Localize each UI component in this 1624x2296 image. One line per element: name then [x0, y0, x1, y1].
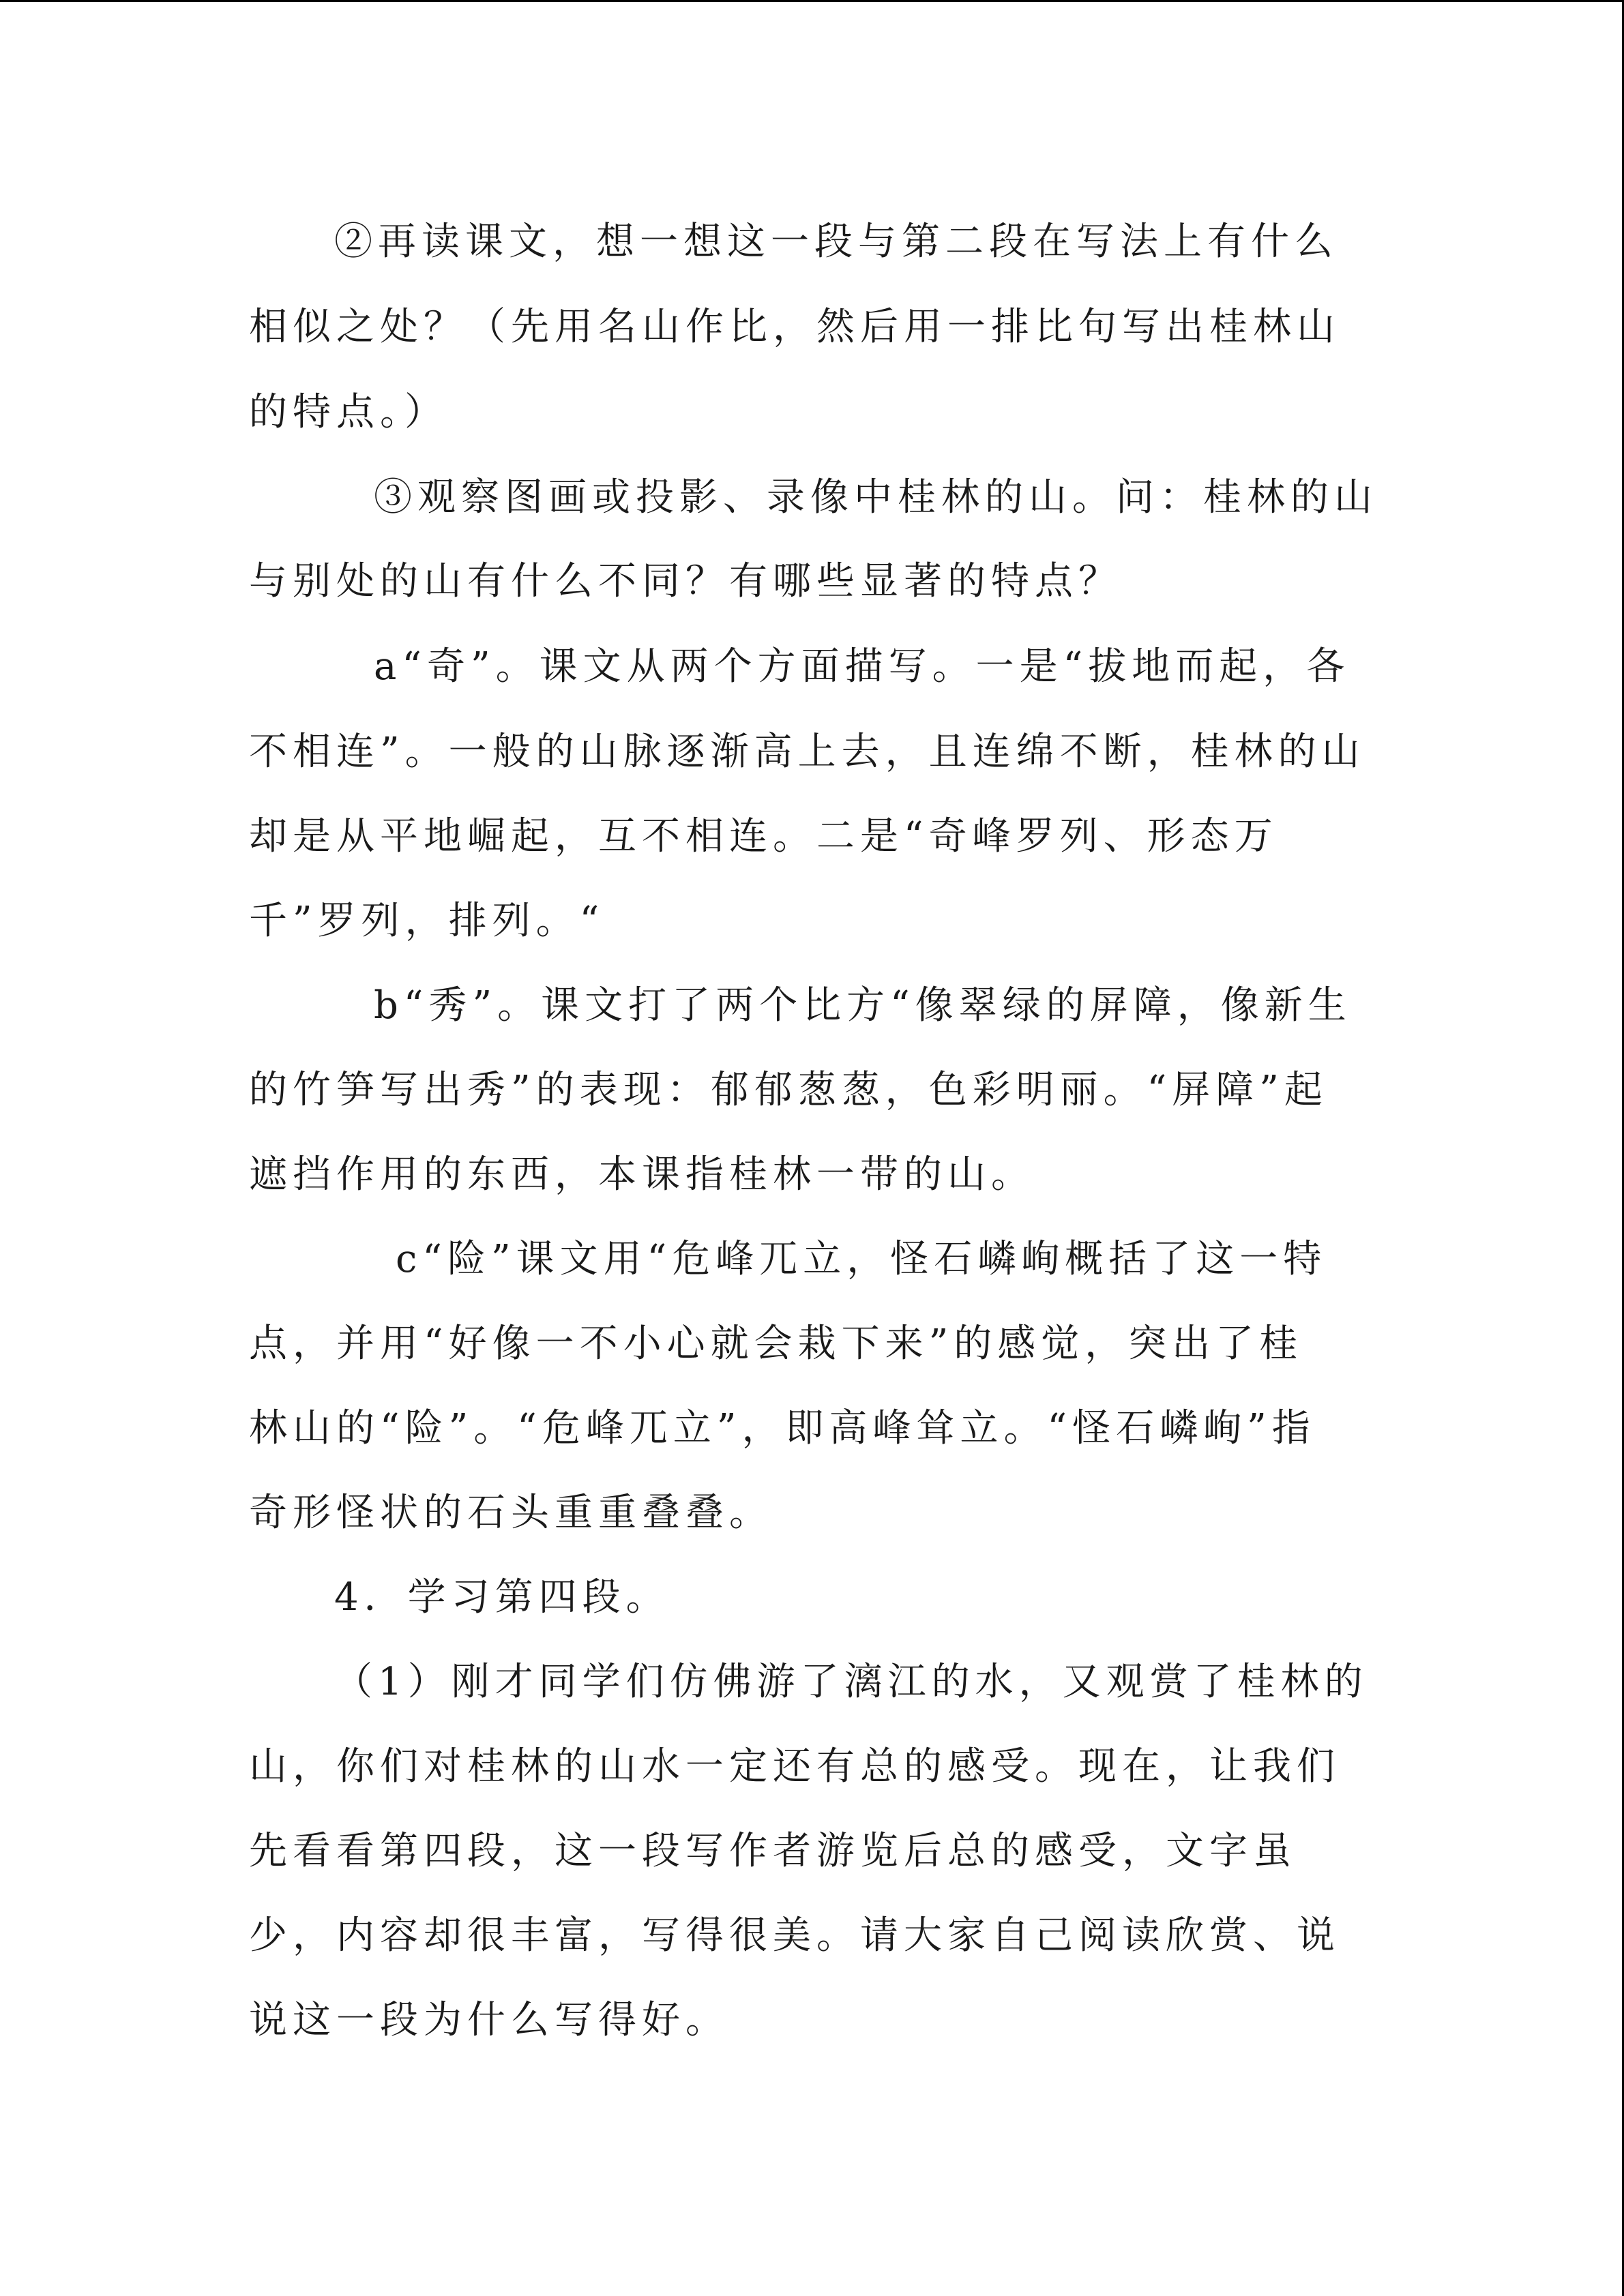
paragraph-line: ②再读课文，想一想这一段与第二段在写法上有什么 — [334, 220, 1338, 264]
paragraph-line: 点，并用“好像一不小心就会栽下来”的感觉，突出了桂 — [249, 1322, 1303, 1366]
paragraph-line: 却是从平地崛起，互不相连。二是“奇峰罗列、形态万 — [249, 814, 1278, 859]
paragraph-line: 说这一段为什么写得好。 — [249, 1998, 729, 2042]
paragraph-line: 山，你们对桂林的山水一定还有总的感受。现在，让我们 — [249, 1744, 1340, 1789]
page-top-border — [0, 0, 1624, 2]
paragraph-line: 的特点。） — [249, 390, 448, 434]
section-heading: 4．学习第四段。 — [334, 1575, 670, 1620]
paragraph-line: （1）刚才同学们仿佛游了漓江的水，又观赏了桂林的 — [334, 1660, 1368, 1704]
paragraph-line: 先看看第四段，这一段写作者游览后总的感受，文字虽 — [249, 1829, 1297, 1873]
paragraph-line: 千”罗列，排列。“ — [249, 899, 605, 943]
paragraph-line: 与别处的山有什么不同？有哪些显著的特点？ — [249, 559, 1122, 603]
paragraph-line: 相似之处？（先用名山作比，然后用一排比句写出桂林山 — [249, 305, 1340, 349]
paragraph-line: 少，内容却很丰富，写得很美。请大家自己阅读欣赏、说 — [249, 1913, 1340, 1958]
paragraph-line: a“奇”。课文从两个方面描写。一是“拔地而起，各 — [374, 644, 1350, 689]
paragraph-line: 的竹笋写出秀”的表现：郁郁葱葱，色彩明丽。“屏障”起 — [249, 1068, 1328, 1112]
paragraph-line: b“秀”。课文打了两个比方“像翠绿的屏障，像新生 — [374, 983, 1352, 1028]
paragraph-line: c“险”课文用“危峰兀立，怪石嶙峋概括了这一特 — [396, 1237, 1327, 1281]
paragraph-line: 遮挡作用的东西，本课指桂林一带的山。 — [249, 1152, 1035, 1197]
paragraph-line: ③观察图画或投影、录像中桂林的山。问：桂林的山 — [374, 475, 1378, 520]
paragraph-line: 奇形怪状的石头重重叠叠。 — [249, 1491, 773, 1535]
paragraph-line: 林山的“险”。“危峰兀立”，即高峰耸立。“怪石嶙峋”指 — [249, 1406, 1316, 1450]
paragraph-line: 不相连”。一般的山脉逐渐高上去，且连绵不断，桂林的山 — [249, 730, 1365, 774]
